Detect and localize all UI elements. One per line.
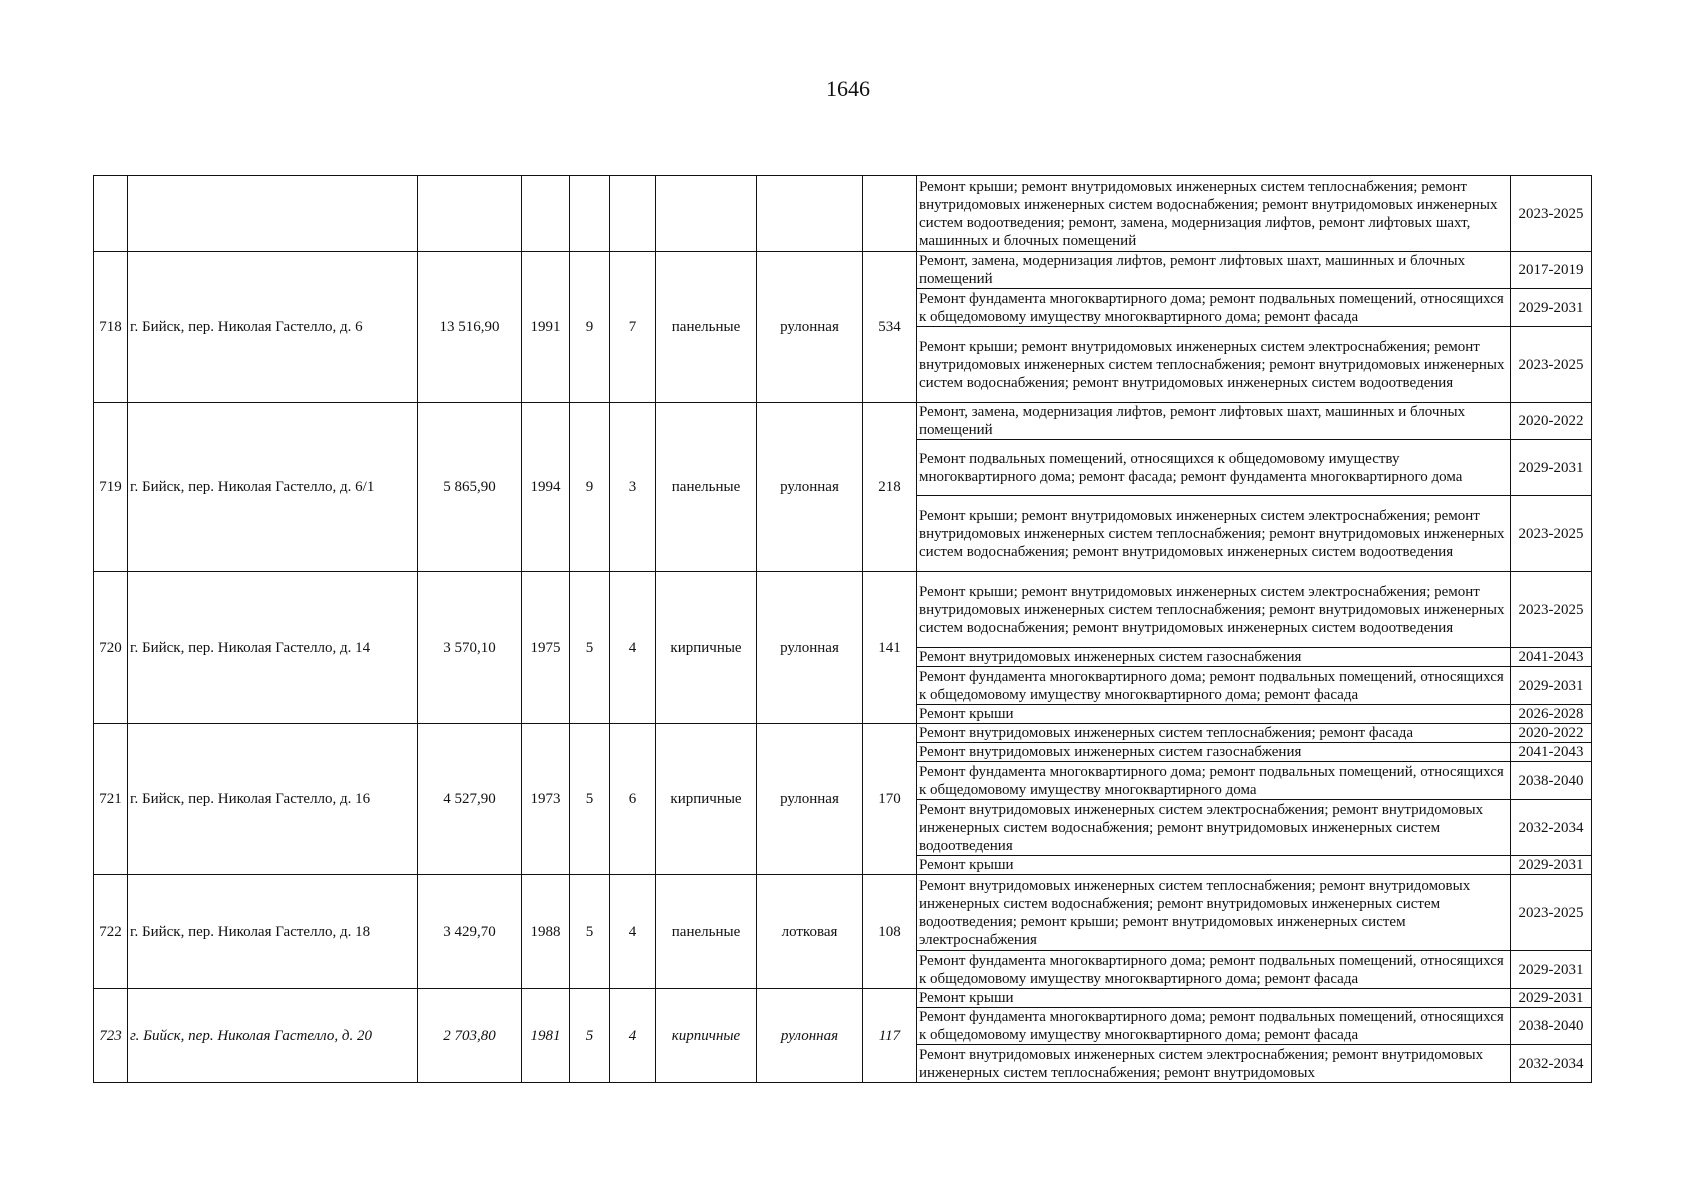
total-area-cell — [418, 176, 522, 252]
apartments-cell: 534 — [863, 252, 917, 403]
period-cell: 2023-2025 — [1511, 176, 1592, 252]
entrances-cell: 4 — [610, 989, 656, 1083]
period-cell: 2023-2025 — [1511, 327, 1592, 403]
period-cell: 2029-2031 — [1511, 856, 1592, 875]
roof-type-cell: рулонная — [757, 403, 863, 572]
apartments-cell: 170 — [863, 724, 917, 875]
work-description-cell: Ремонт крыши; ремонт внутридомовых инженерных систем теплоснабжения; ремонт внутридомовых инженерных систем водоснабжения; ремонт внутридомовых инженерных систем водоотведения; ремонт, замена, модернизация лифтов, ремонт лифтовых шахт, машинных и блочных помещений — [917, 176, 1511, 252]
build-year-cell: 1991 — [522, 252, 570, 403]
floors-cell — [570, 176, 610, 252]
period-cell: 2038-2040 — [1511, 762, 1592, 800]
period-cell: 2023-2025 — [1511, 875, 1592, 951]
floors-cell: 5 — [570, 875, 610, 989]
address-cell: г. Бийск, пер. Николая Гастелло, д. 18 — [128, 875, 418, 989]
row-number — [94, 176, 128, 252]
build-year-cell: 1973 — [522, 724, 570, 875]
period-cell: 2020-2022 — [1511, 403, 1592, 440]
work-description-cell: Ремонт внутридомовых инженерных систем электроснабжения; ремонт внутридомовых инженерных систем теплоснабжения; ремонт внутридомовых — [917, 1045, 1511, 1083]
work-description-cell: Ремонт внутридомовых инженерных систем газоснабжения — [917, 648, 1511, 667]
work-description-cell: Ремонт внутридомовых инженерных систем электроснабжения; ремонт внутридомовых инженерных систем водоснабжения; ремонт внутридомовых инженерных систем водоотведения — [917, 800, 1511, 856]
work-description-cell: Ремонт крыши — [917, 856, 1511, 875]
roof-type-cell: рулонная — [757, 572, 863, 724]
floors-cell: 5 — [570, 989, 610, 1083]
period-cell: 2038-2040 — [1511, 1008, 1592, 1045]
wall-material-cell: кирпичные — [656, 724, 757, 875]
work-description-cell: Ремонт фундамента многоквартирного дома; ремонт подвальных помещений, относящихся к общедомовому имуществу многоквартирного дома; ремонт фасада — [917, 951, 1511, 989]
build-year-cell: 1994 — [522, 403, 570, 572]
period-cell: 2029-2031 — [1511, 289, 1592, 327]
total-area-cell: 2 703,80 — [418, 989, 522, 1083]
total-area-cell: 3 570,10 — [418, 572, 522, 724]
period-cell: 2017-2019 — [1511, 252, 1592, 289]
row-number: 719 — [94, 403, 128, 572]
entrances-cell: 4 — [610, 572, 656, 724]
roof-type-cell: рулонная — [757, 724, 863, 875]
table-row — [94, 403, 1592, 440]
period-cell: 2023-2025 — [1511, 496, 1592, 572]
build-year-cell: 1988 — [522, 875, 570, 989]
total-area-cell: 13 516,90 — [418, 252, 522, 403]
table-body — [94, 176, 1592, 1083]
total-area-cell: 3 429,70 — [418, 875, 522, 989]
build-year-cell: 1975 — [522, 572, 570, 724]
wall-material-cell — [656, 176, 757, 252]
period-cell: 2041-2043 — [1511, 648, 1592, 667]
address-cell: г. Бийск, пер. Николая Гастелло, д. 14 — [128, 572, 418, 724]
period-cell: 2029-2031 — [1511, 440, 1592, 496]
work-description-cell: Ремонт подвальных помещений, относящихся к общедомовому имуществу многоквартирного дома; ремонт фасада; ремонт фундамента многоквартирного дома — [917, 440, 1511, 496]
build-year-cell — [522, 176, 570, 252]
row-number: 718 — [94, 252, 128, 403]
floors-cell: 5 — [570, 572, 610, 724]
work-description-cell: Ремонт, замена, модернизация лифтов, ремонт лифтовых шахт, машинных и блочных помещений — [917, 403, 1511, 440]
work-description-cell: Ремонт крыши — [917, 705, 1511, 724]
page-number: 1646 — [826, 76, 870, 101]
period-cell: 2032-2034 — [1511, 800, 1592, 856]
table-row — [94, 252, 1592, 289]
period-cell: 2020-2022 — [1511, 724, 1592, 743]
entrances-cell: 6 — [610, 724, 656, 875]
work-description-cell: Ремонт фундамента многоквартирного дома; ремонт подвальных помещений, относящихся к общедомовому имуществу многоквартирного дома; ремонт фасада — [917, 667, 1511, 705]
row-number: 722 — [94, 875, 128, 989]
roof-type-cell: лотковая — [757, 875, 863, 989]
period-cell: 2023-2025 — [1511, 572, 1592, 648]
work-description-cell: Ремонт фундамента многоквартирного дома; ремонт подвальных помещений, относящихся к общедомовому имуществу многоквартирного дома — [917, 762, 1511, 800]
period-cell: 2026-2028 — [1511, 705, 1592, 724]
work-description-cell: Ремонт крыши; ремонт внутридомовых инженерных систем электроснабжения; ремонт внутридомовых инженерных систем теплоснабжения; ремонт внутридомовых инженерных систем водоснабжения; ремонт внутридомовых инженерных систем водоотведения — [917, 572, 1511, 648]
entrances-cell: 4 — [610, 875, 656, 989]
entrances-cell: 7 — [610, 252, 656, 403]
roof-type-cell — [757, 176, 863, 252]
total-area-cell: 4 527,90 — [418, 724, 522, 875]
entrances-cell — [610, 176, 656, 252]
period-cell: 2041-2043 — [1511, 743, 1592, 762]
roof-type-cell: рулонная — [757, 989, 863, 1083]
floors-cell: 9 — [570, 403, 610, 572]
entrances-cell: 3 — [610, 403, 656, 572]
work-description-cell: Ремонт внутридомовых инженерных систем теплоснабжения; ремонт фасада — [917, 724, 1511, 743]
total-area-cell: 5 865,90 — [418, 403, 522, 572]
period-cell: 2029-2031 — [1511, 667, 1592, 705]
table-row — [94, 572, 1592, 648]
table-row — [94, 989, 1592, 1008]
roof-type-cell: рулонная — [757, 252, 863, 403]
wall-material-cell: панельные — [656, 252, 757, 403]
work-description-cell: Ремонт фундамента многоквартирного дома; ремонт подвальных помещений, относящихся к общедомовому имуществу многоквартирного дома; ремонт фасада — [917, 1008, 1511, 1045]
work-description-cell: Ремонт крыши; ремонт внутридомовых инженерных систем электроснабжения; ремонт внутридомовых инженерных систем теплоснабжения; ремонт внутридомовых инженерных систем водоснабжения; ремонт внутридомовых инженерных систем водоотведения — [917, 327, 1511, 403]
work-description-cell: Ремонт фундамента многоквартирного дома; ремонт подвальных помещений, относящихся к общедомовому имуществу многоквартирного дома; ремонт фасада — [917, 289, 1511, 327]
row-number: 723 — [94, 989, 128, 1083]
apartments-cell: 218 — [863, 403, 917, 572]
floors-cell: 9 — [570, 252, 610, 403]
wall-material-cell: панельные — [656, 875, 757, 989]
work-description-cell: Ремонт внутридомовых инженерных систем газоснабжения — [917, 743, 1511, 762]
wall-material-cell: панельные — [656, 403, 757, 572]
table-row — [94, 176, 1592, 252]
work-description-cell: Ремонт крыши; ремонт внутридомовых инженерных систем электроснабжения; ремонт внутридомовых инженерных систем теплоснабжения; ремонт внутридомовых инженерных систем водоснабжения; ремонт внутридомовых инженерных систем водоотведения — [917, 496, 1511, 572]
wall-material-cell: кирпичные — [656, 572, 757, 724]
address-cell — [128, 176, 418, 252]
build-year-cell: 1981 — [522, 989, 570, 1083]
work-description-cell: Ремонт внутридомовых инженерных систем теплоснабжения; ремонт внутридомовых инженерных систем водоснабжения; ремонт внутридомовых инженерных систем водоотведения; ремонт крыши; ремонт внутридомовых инженерных систем электроснабжения — [917, 875, 1511, 951]
apartments-cell: 117 — [863, 989, 917, 1083]
row-number: 720 — [94, 572, 128, 724]
wall-material-cell: кирпичные — [656, 989, 757, 1083]
table-row — [94, 875, 1592, 951]
address-cell: г. Бийск, пер. Николая Гастелло, д. 6 — [128, 252, 418, 403]
row-number: 721 — [94, 724, 128, 875]
work-description-cell: Ремонт, замена, модернизация лифтов, ремонт лифтовых шахт, машинных и блочных помещений — [917, 252, 1511, 289]
floors-cell: 5 — [570, 724, 610, 875]
work-description-cell: Ремонт крыши — [917, 989, 1511, 1008]
address-cell: г. Бийск, пер. Николая Гастелло, д. 20 — [128, 989, 418, 1083]
period-cell: 2029-2031 — [1511, 989, 1592, 1008]
address-cell: г. Бийск, пер. Николая Гастелло, д. 16 — [128, 724, 418, 875]
period-cell: 2029-2031 — [1511, 951, 1592, 989]
repair-schedule-table — [93, 175, 1592, 1083]
period-cell: 2032-2034 — [1511, 1045, 1592, 1083]
address-cell: г. Бийск, пер. Николая Гастелло, д. 6/1 — [128, 403, 418, 572]
apartments-cell — [863, 176, 917, 252]
apartments-cell: 108 — [863, 875, 917, 989]
apartments-cell: 141 — [863, 572, 917, 724]
table-row — [94, 724, 1592, 743]
